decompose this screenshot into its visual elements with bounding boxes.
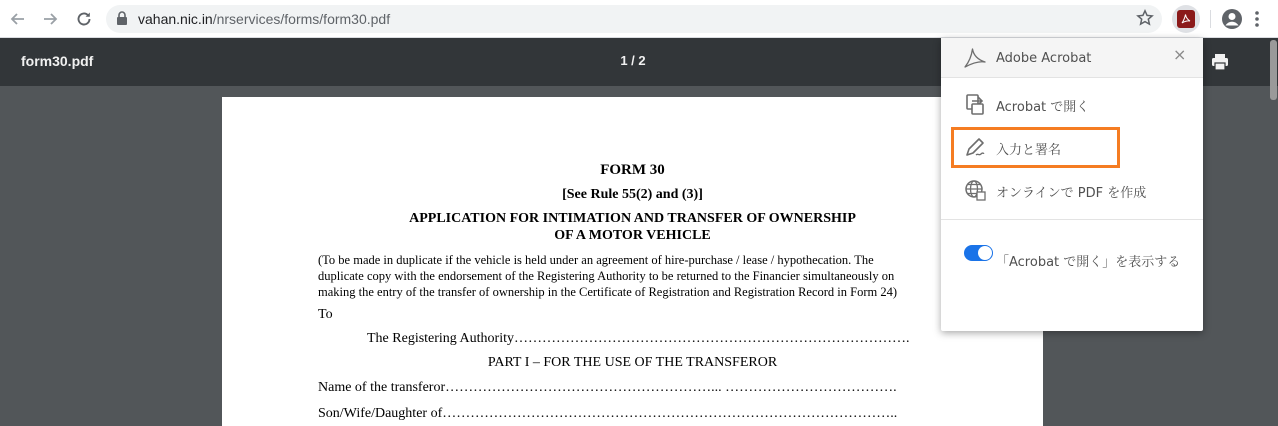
toggle-knob — [978, 246, 992, 260]
pdf-page — [222, 97, 1043, 426]
popup-title: Adobe Acrobat — [996, 51, 1092, 66]
lock-icon — [116, 11, 128, 30]
to-label: To — [318, 307, 333, 322]
scrollbar-thumb[interactable] — [1270, 40, 1277, 100]
menu-item-label: Acrobat で開く — [996, 100, 1090, 115]
acrobat-extension-icon — [1177, 10, 1195, 28]
browser-toolbar — [0, 0, 1278, 38]
acrobat-popup — [941, 38, 1203, 331]
url-path: /nrservices/forms/form30.pdf — [212, 11, 391, 27]
instructions-line1: (To be made in duplicate if the vehicle is held under an agreement of hire-purchase / lease / hypothecation. The — [318, 253, 874, 267]
acrobat-extension-button[interactable] — [1172, 5, 1200, 33]
application-heading-line2: OF A MOTOR VEHICLE — [554, 228, 711, 243]
show-open-in-acrobat-toggle[interactable] — [964, 245, 993, 261]
instructions-line3: making the entry of the transfer of ownership in the Certificate of Registration and Registration Record in Form 24) — [318, 285, 898, 299]
open-in-acrobat-icon — [963, 92, 987, 120]
menu-item-open-in-acrobat[interactable] — [941, 86, 1203, 122]
url-text — [138, 11, 390, 27]
star-icon[interactable] — [1136, 9, 1154, 31]
menu-item-label: 入力と署名 — [996, 143, 1062, 158]
profile-icon[interactable] — [1220, 7, 1244, 35]
address-bar[interactable] — [106, 5, 1162, 33]
popup-header — [941, 38, 1203, 78]
pdf-filename: form30.pdf — [21, 53, 94, 69]
toggle-label: 「Acrobat で開く」を表示する — [996, 255, 1181, 270]
part-one-heading: PART I – FOR THE USE OF THE TRANSFEROR — [487, 355, 778, 370]
rule-reference: [See Rule 55(2) and (3)] — [562, 187, 703, 202]
create-pdf-online-icon — [963, 178, 987, 206]
adobe-acrobat-logo-icon — [963, 47, 987, 73]
back-icon[interactable] — [6, 7, 30, 31]
instructions-paragraph — [318, 252, 1048, 300]
toolbar-separator — [1210, 10, 1211, 28]
application-heading-line1: APPLICATION FOR INTIMATION AND TRANSFER OF OWNERSHIP — [409, 211, 856, 226]
scrollbar-track[interactable] — [1268, 86, 1278, 426]
page-indicator: 1 / 2 — [620, 53, 646, 68]
instructions-line2: duplicate copy with the endorsement of the Registering Authority to be returned to the Financier simultaneously on — [318, 269, 895, 283]
url-domain: vahan.nic.in — [138, 11, 213, 27]
registering-authority-line: The Registering Authority…………………………………………………………………………. — [367, 331, 910, 346]
form-number: FORM 30 — [600, 162, 665, 178]
menu-item-create-pdf-online[interactable] — [941, 172, 1203, 208]
menu-icon[interactable] — [1254, 9, 1260, 33]
popup-divider — [941, 219, 1203, 220]
relation-field: Son/Wife/Daughter of…………………………………………………………………………………….. — [318, 406, 898, 421]
highlight-box — [951, 127, 1120, 168]
print-icon[interactable] — [1210, 52, 1230, 76]
reload-icon[interactable] — [72, 7, 96, 31]
transferor-name-field: Name of the transferor…………………………………………………... ………………………………. — [318, 380, 897, 395]
close-icon[interactable]: × — [1173, 45, 1187, 64]
forward-icon[interactable] — [38, 7, 62, 31]
menu-item-label: オンラインで PDF を作成 — [996, 186, 1147, 201]
